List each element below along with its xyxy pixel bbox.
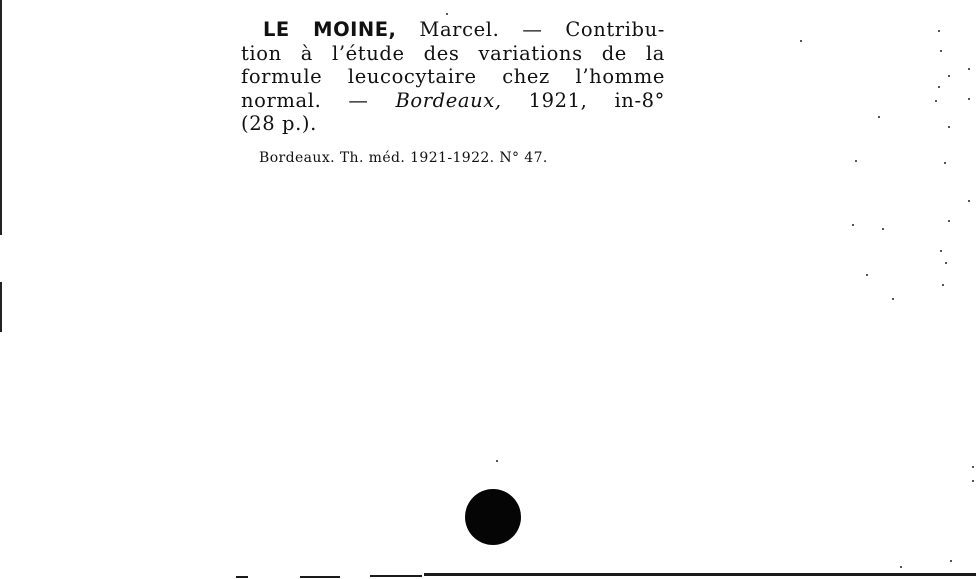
card-bottom-edge-segment	[236, 576, 248, 578]
scan-speck	[935, 100, 937, 102]
entry-title-start: Marcel. — Contribu-	[396, 18, 665, 41]
publication-place: Bordeaux,	[395, 88, 502, 112]
entry-title-end: normal. —	[241, 88, 396, 112]
scan-speck	[852, 224, 854, 226]
scan-speck	[950, 560, 952, 562]
scan-speck	[855, 160, 857, 162]
scan-speck	[968, 98, 970, 100]
card-left-edge	[0, 0, 2, 235]
scan-speck	[945, 262, 947, 264]
punch-hole	[465, 489, 521, 545]
scan-speck	[948, 75, 950, 77]
scan-speck	[944, 162, 946, 164]
scan-speck	[948, 220, 950, 222]
card-left-edge-lower	[0, 282, 2, 332]
author-name: LE MOINE,	[263, 18, 397, 41]
bibliographic-entry	[241, 18, 665, 136]
entry-line-4	[241, 89, 665, 113]
scan-speck	[972, 480, 974, 482]
scan-speck	[968, 200, 970, 202]
scan-speck	[938, 86, 940, 88]
scan-speck	[940, 250, 942, 252]
entry-line-2: tion à l’étude des variations de la	[241, 41, 665, 65]
scan-speck	[972, 466, 974, 468]
scan-speck	[496, 460, 498, 462]
scan-speck	[938, 30, 940, 32]
entry-line-1	[241, 18, 665, 42]
scan-speck	[882, 228, 884, 230]
publication-details: 1921, in-8°	[501, 88, 665, 112]
scan-speck	[968, 68, 970, 70]
card-bottom-edge-segment	[370, 575, 422, 577]
scan-speck	[900, 566, 902, 568]
scan-speck	[940, 50, 942, 52]
scan-speck	[866, 274, 868, 276]
scan-speck	[446, 13, 448, 15]
scan-speck	[800, 40, 802, 42]
thesis-note: Bordeaux. Th. méd. 1921-1922. N° 47.	[259, 150, 548, 166]
card-bottom-edge-segment	[300, 576, 340, 578]
scan-speck	[942, 284, 944, 286]
scan-speck	[878, 116, 880, 118]
card-bottom-edge	[424, 573, 976, 576]
scan-speck	[948, 126, 950, 128]
entry-line-5: (28 p.).	[241, 112, 317, 135]
entry-line-3: formule leucocytaire chez l’homme	[241, 65, 665, 88]
scan-speck	[892, 298, 894, 300]
